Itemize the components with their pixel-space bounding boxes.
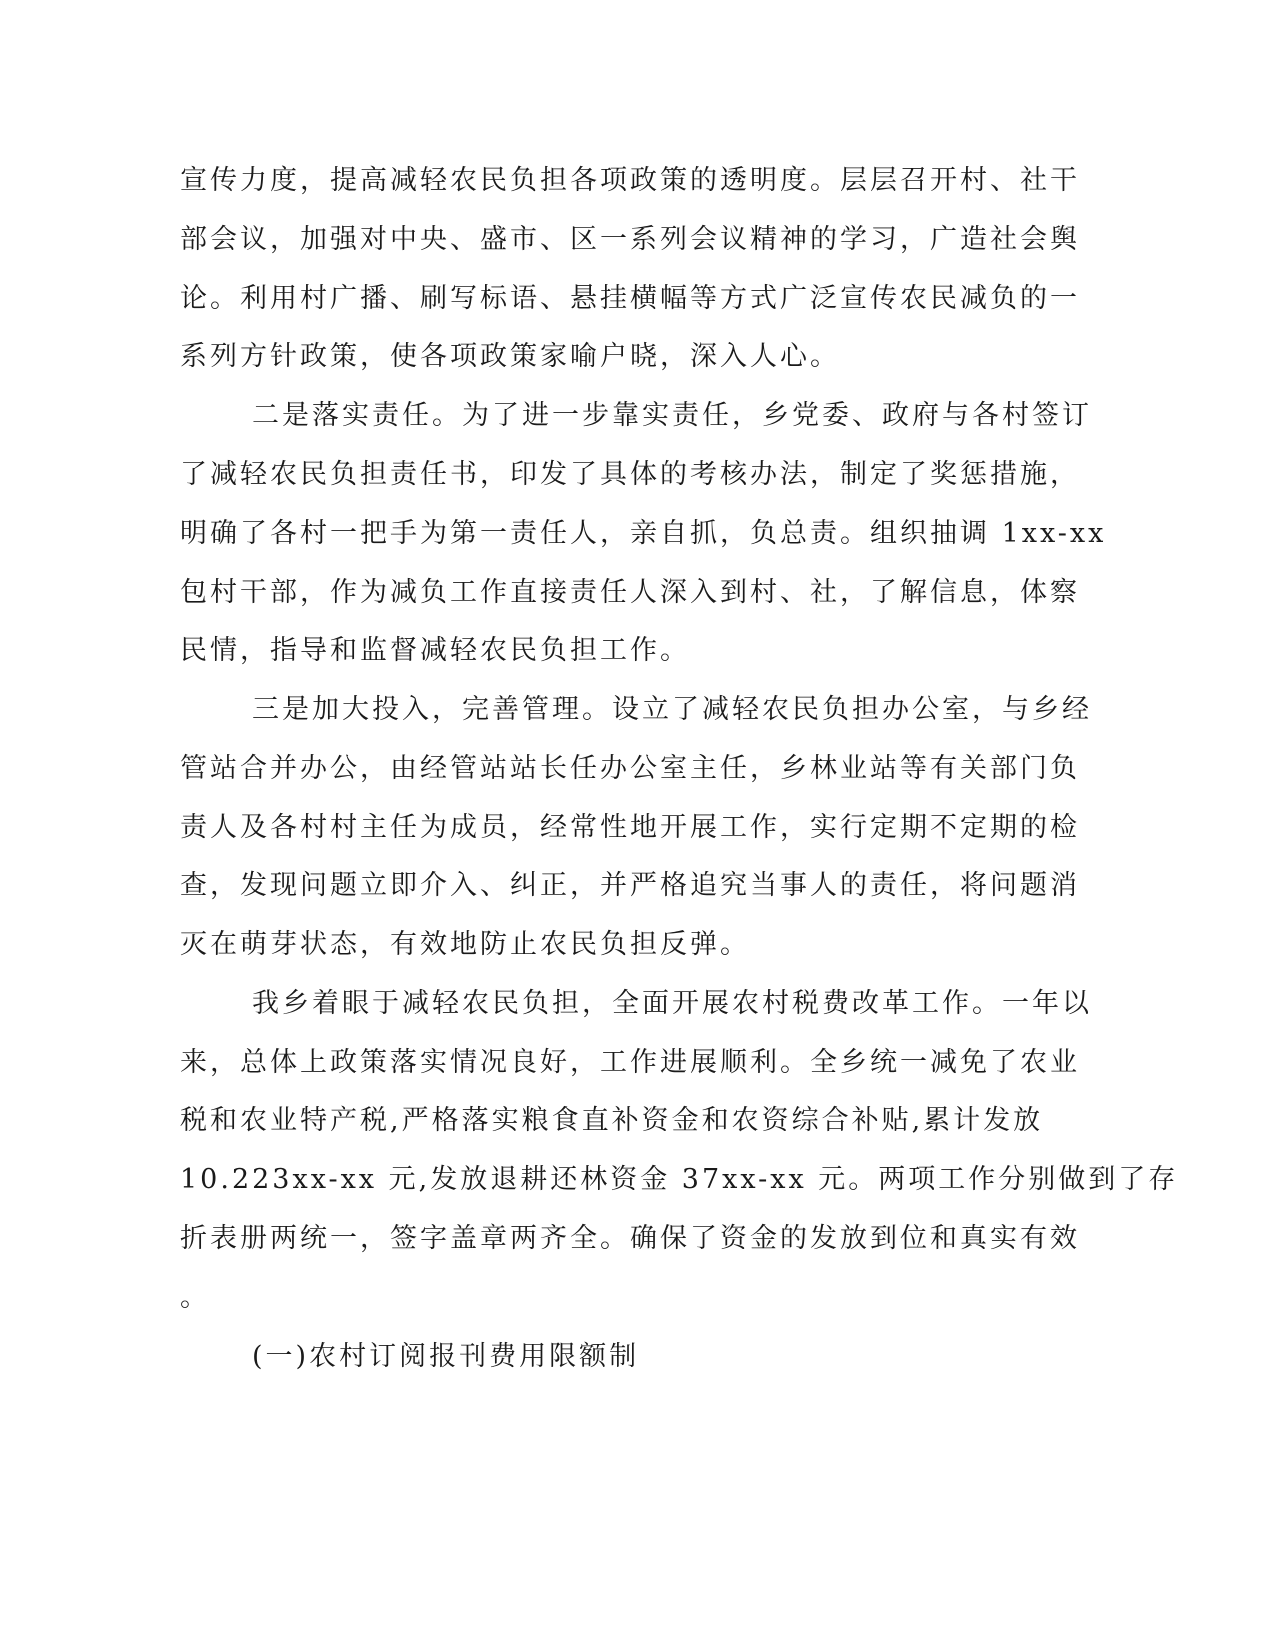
text-line: 了减轻农民负担责任书，印发了具体的考核办法，制定了奖惩措施，: [180, 459, 1080, 490]
text-line: 。: [180, 1282, 210, 1313]
text-line: 10.223xx-xx 元,发放退耕还林资金 37xx-xx 元。两项工作分别做到了存: [180, 1164, 1179, 1195]
text-line: 论。利用村广播、刷写标语、悬挂横幅等方式广泛宣传农民减负的一: [180, 283, 1080, 314]
text-line: 管站合并办公，由经管站站长任办公室主任，乡林业站等有关部门负: [180, 753, 1080, 784]
text-line: 税和农业特产税,严格落实粮食直补资金和农资综合补贴,累计发放: [180, 1105, 1044, 1136]
text-line: 包村干部，作为减负工作直接责任人深入到村、社，了解信息，体察: [180, 577, 1080, 608]
paragraph-first-line: 三是加大投入，完善管理。设立了减轻农民负担办公室，与乡经: [252, 694, 1092, 725]
section-heading: (一)农村订阅报刊费用限额制: [252, 1341, 640, 1372]
text-line: 宣传力度，提高减轻农民负担各项政策的透明度。层层召开村、社干: [180, 165, 1080, 196]
text-line: 系列方针政策，使各项政策家喻户晓，深入人心。: [180, 341, 840, 372]
text-line: 部会议，加强对中央、盛市、区一系列会议精神的学习，广造社会舆: [180, 224, 1080, 255]
paragraph-first-line: 二是落实责任。为了进一步靠实责任，乡党委、政府与各村签订: [252, 400, 1092, 431]
text-line: 折表册两统一，签字盖章两齐全。确保了资金的发放到位和真实有效: [180, 1223, 1080, 1254]
text-line: 民情，指导和监督减轻农民负担工作。: [180, 635, 690, 666]
text-line: 灭在萌芽状态，有效地防止农民负担反弹。: [180, 929, 750, 960]
text-line: 查，发现问题立即介入、纠正，并严格追究当事人的责任，将问题消: [180, 870, 1080, 901]
text-line: 来，总体上政策落实情况良好，工作进展顺利。全乡统一减免了农业: [180, 1047, 1080, 1078]
paragraph-first-line: 我乡着眼于减轻农民负担，全面开展农村税费改革工作。一年以: [252, 988, 1092, 1019]
text-line: 明确了各村一把手为第一责任人，亲自抓，负总责。组织抽调 1xx-xx: [180, 518, 1107, 549]
text-line: 责人及各村村主任为成员，经常性地开展工作，实行定期不定期的检: [180, 812, 1080, 843]
